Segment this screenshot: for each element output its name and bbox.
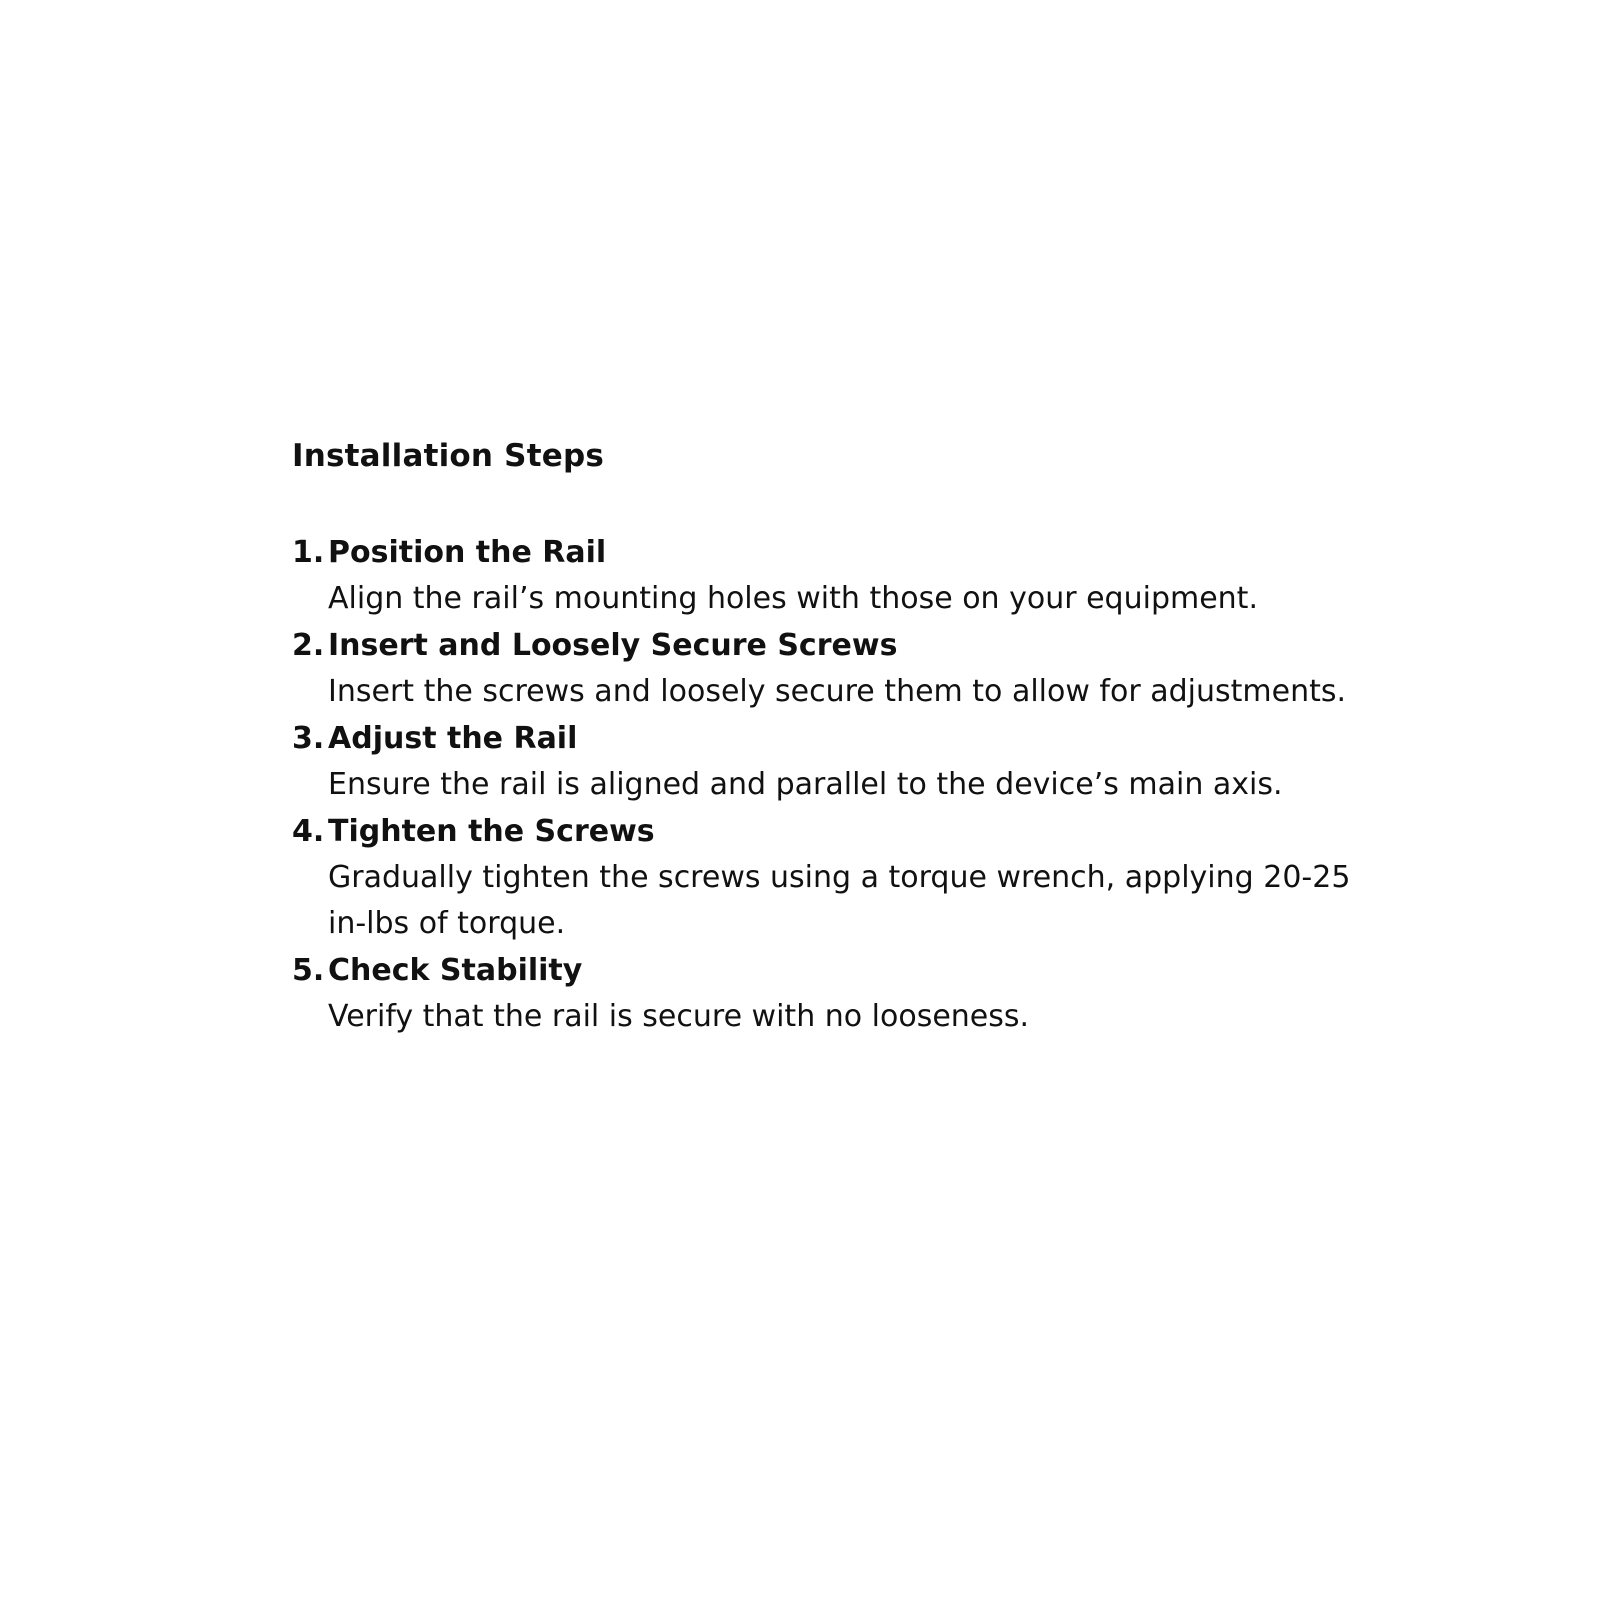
step-description: Ensure the rail is aligned and parallel to the device’s main axis. [328, 767, 1283, 802]
step-number: 1. [292, 535, 325, 570]
step-title: Check Stability [328, 953, 583, 988]
step-content [328, 715, 1352, 808]
steps-list [292, 529, 1352, 1040]
step-description: Gradually tighten the screws using a torque wrench, applying 20-25 in-lbs of torque. [328, 860, 1351, 941]
step-title: Insert and Loosely Secure Screws [328, 628, 898, 663]
list-item-step-3 [292, 715, 1352, 808]
step-title: Adjust the Rail [328, 721, 578, 756]
step-content [328, 622, 1352, 715]
step-title: Position the Rail [328, 535, 607, 570]
step-content [328, 808, 1352, 947]
installation-document [292, 436, 1352, 1040]
step-number: 5. [292, 953, 325, 988]
step-description: Insert the screws and loosely secure them to allow for adjustments. [328, 674, 1347, 709]
step-description: Verify that the rail is secure with no looseness. [328, 999, 1030, 1034]
list-item-step-5 [292, 947, 1352, 1040]
list-item-step-1 [292, 529, 1352, 622]
step-number: 3. [292, 721, 325, 756]
page-title: Installation Steps [292, 438, 604, 474]
step-content [328, 947, 1352, 1040]
step-number: 4. [292, 814, 325, 849]
step-content [328, 529, 1352, 622]
step-title: Tighten the Screws [328, 814, 655, 849]
step-description: Align the rail’s mounting holes with those on your equipment. [328, 581, 1258, 616]
list-item-step-4 [292, 808, 1352, 947]
list-item-step-2 [292, 622, 1352, 715]
step-number: 2. [292, 628, 325, 663]
